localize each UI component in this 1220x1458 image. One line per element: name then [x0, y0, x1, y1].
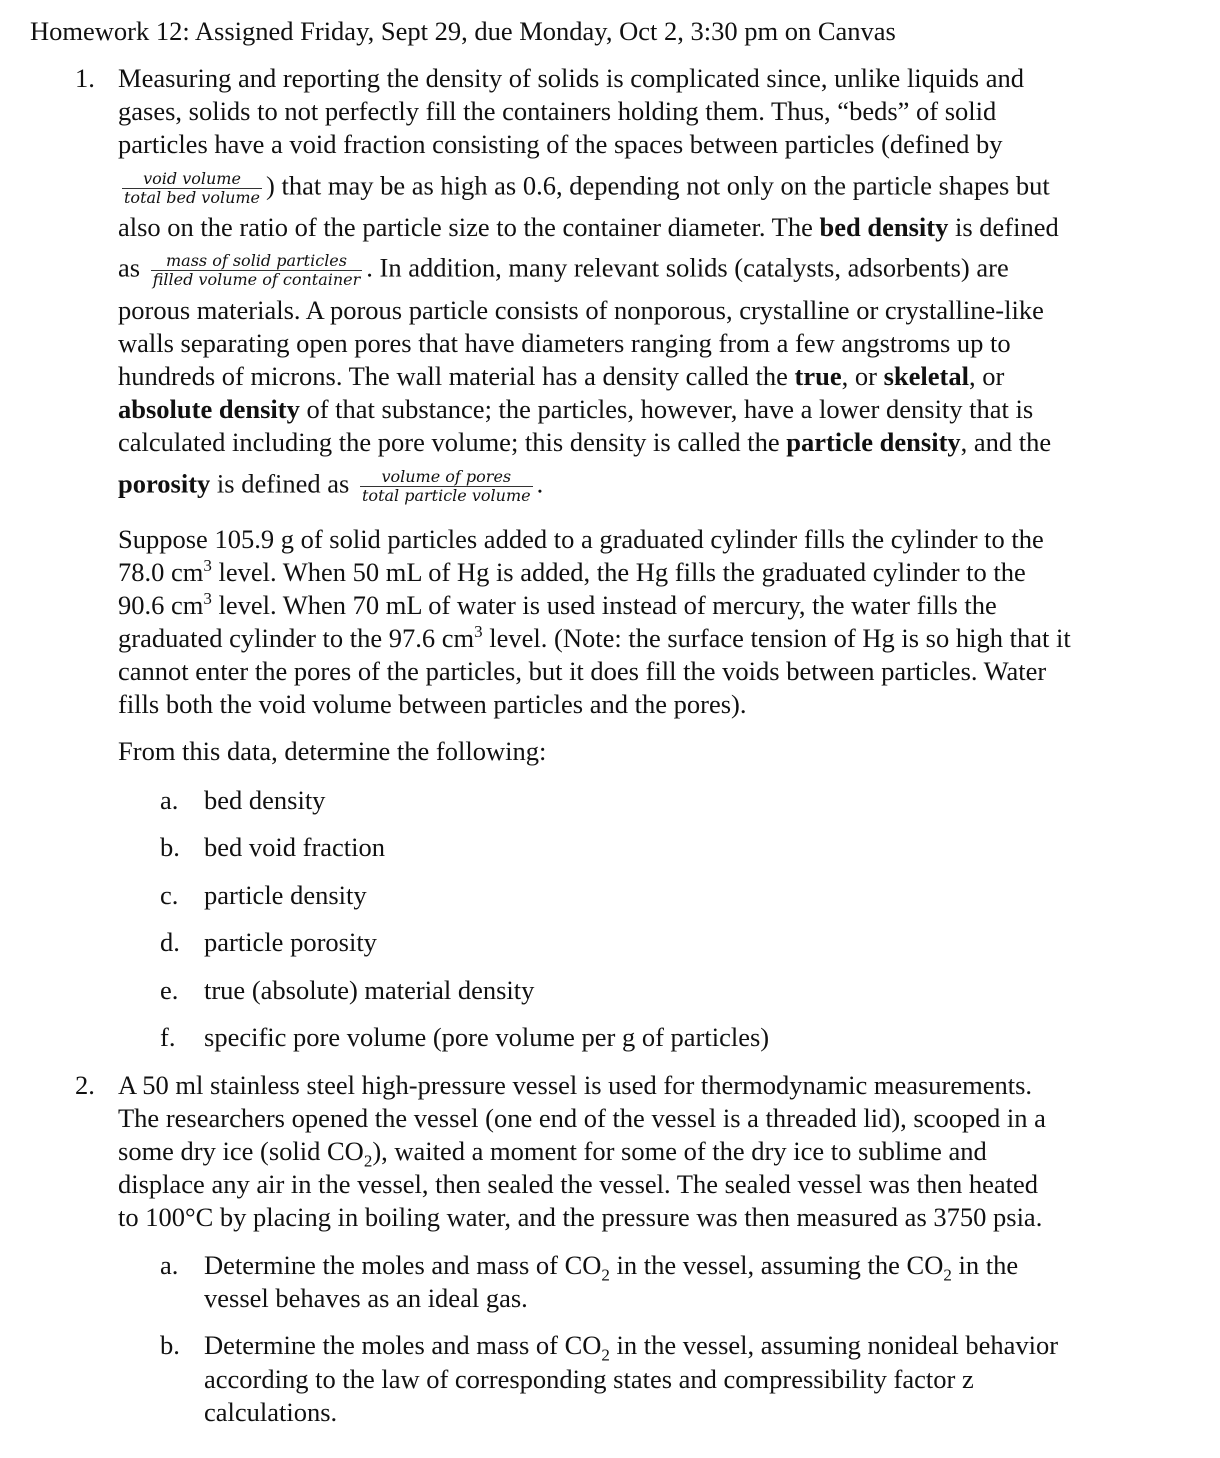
bold-term: bed density	[819, 212, 949, 242]
q1-paragraph-line: absolute density of that substance; the particles, however, have a lower density that is	[118, 394, 1034, 424]
q2-paragraph-line: The researchers opened the vessel (one end of the vessel is a threaded lid), scooped in a	[118, 1103, 1046, 1133]
subscript: 2	[363, 1151, 373, 1171]
superscript: 3	[203, 589, 212, 609]
bold-term: particle density	[786, 427, 961, 457]
document-title: Homework 12: Assigned Friday, Sept 29, due Monday, Oct 2, 3:30 pm on Canvas	[30, 16, 896, 46]
q1-item: particle density	[204, 880, 367, 910]
q1-paragraph-line: particles have a void fraction consisting of the spaces between particles (defined by	[118, 129, 1003, 159]
fraction	[360, 468, 533, 505]
q1-paragraph-line: gases, solids to not perfectly fill the containers holding them. Thus, “beds” of solid	[118, 96, 997, 126]
q1-paragraph-line: Measuring and reporting the density of solids is complicated since, unlike liquids and	[118, 63, 1024, 93]
superscript: 3	[203, 556, 212, 576]
fraction-numerator: void volume	[143, 169, 241, 188]
q1-item: bed void fraction	[204, 832, 386, 862]
q1-data-line: cannot enter the pores of the particles, but it does fill the voids between particles. Water	[118, 656, 1047, 686]
q2-item-line: Determine the moles and mass of $CO_2$ in the vessel, assuming nonideal behavior	[204, 1330, 1059, 1365]
q1-item: bed density	[204, 785, 326, 815]
item-letter: b.	[160, 1330, 180, 1360]
q2-paragraph-line: A 50 ml stainless steel high-pressure vessel is used for thermodynamic measurements.	[118, 1070, 1033, 1100]
bold-term: porosity	[118, 468, 211, 499]
item-letter: f.	[160, 1022, 176, 1052]
q1-item: true (absolute) material density	[204, 975, 535, 1005]
q1-paragraph-line: also on the ratio of the particle size to the container diameter. The bed density is defined	[118, 212, 1059, 242]
item-letter: c.	[160, 880, 179, 910]
fraction-numerator: volume of pores	[381, 467, 512, 486]
question-number: 1.	[75, 63, 95, 93]
q2-item-line: Determine the moles and mass of $CO_2$ in the vessel, assuming the $CO_2$ in the	[204, 1250, 1019, 1285]
q1-paragraph-line: as $\frac{\text{mass of solid particles}}{\text{filled volume of container}}$ . In addition, many relevant solids (catalysts, adsorbents) are	[118, 251, 1009, 289]
bold-term: absolute density	[118, 394, 300, 424]
q1-paragraph-line: porous materials. A porous particle consists of nonporous, crystalline or crystalline-like	[118, 295, 1044, 325]
item-letter: e.	[160, 975, 179, 1005]
fraction	[122, 170, 262, 207]
q2-item-line: according to the law of corresponding states and compressibility factor z	[204, 1364, 974, 1394]
q1-paragraph-line: $\frac{\text{void volume}}{\text{total bed volume}}$ ) that may be as high as 0.6, depending not only on the particle shapes but	[124, 169, 1050, 207]
q1-paragraph-line: porosity is defined as $\frac{\text{volume of pores}}{\text{total particle volume}}$ .	[118, 467, 544, 505]
q2-paragraph-line: to 100°C by placing in boiling water, and the pressure was then measured as 3750 psia.	[118, 1202, 1043, 1232]
q1-data-line: fills both the void volume between particles and the pores).	[118, 689, 747, 719]
q1-data-line: 90.6 $cm^3$ level. When 70 mL of water is used instead of mercury, the water fills the	[118, 589, 997, 620]
q1-paragraph-line: calculated including the pore volume; this density is called the particle density, and the	[118, 427, 1052, 457]
q1-item: specific pore volume (pore volume per g of particles)	[204, 1022, 770, 1052]
subscript: 2	[601, 1265, 610, 1285]
item-letter: b.	[160, 832, 180, 862]
question-number: 2.	[75, 1070, 95, 1100]
fraction-denominator: total particle volume	[362, 486, 531, 505]
q1-prompt: From this data, determine the following:	[118, 736, 547, 766]
q1-data-line: 78.0 $cm^3$ level. When 50 mL of Hg is added, the Hg fills the graduated cylinder to the	[118, 556, 1026, 587]
subscript: 2	[943, 1265, 952, 1285]
fraction	[151, 252, 363, 289]
q1-item: particle porosity	[204, 927, 377, 957]
fraction-denominator: total bed volume	[124, 188, 261, 207]
q1-paragraph-line: walls separating open pores that have diameters ranging from a few angstroms up to	[118, 328, 1011, 358]
bold-term: skeletal	[883, 361, 969, 391]
item-letter: d.	[160, 927, 180, 957]
q1-data-line: Suppose 105.9 g of solid particles added to a graduated cylinder fills the cylinder to the	[118, 524, 1044, 554]
q2-item-line: calculations.	[204, 1397, 338, 1427]
item-letter: a.	[160, 785, 179, 815]
q1-data-line: graduated cylinder to the 97.6 $cm^3$ level. (Note: the surface tension of Hg is so high that it	[118, 622, 1071, 653]
q2-item-line: vessel behaves as an ideal gas.	[204, 1283, 528, 1313]
q1-paragraph-line: hundreds of microns. The wall material has a density called the true, or skeletal, or	[118, 361, 1005, 391]
q2-paragraph-line: some dry ice (solid $CO_2$), waited a moment for some of the dry ice to sublime and	[118, 1136, 987, 1171]
bold-term: true	[794, 361, 842, 391]
fraction-denominator: filled volume of container	[152, 270, 361, 289]
subscript: 2	[601, 1345, 610, 1365]
q2-paragraph-line: displace any air in the vessel, then sealed the vessel. The sealed vessel was then heated	[118, 1169, 1039, 1199]
item-letter: a.	[160, 1250, 179, 1280]
fraction-numerator: mass of solid particles	[165, 251, 347, 270]
superscript: 3	[474, 622, 483, 642]
